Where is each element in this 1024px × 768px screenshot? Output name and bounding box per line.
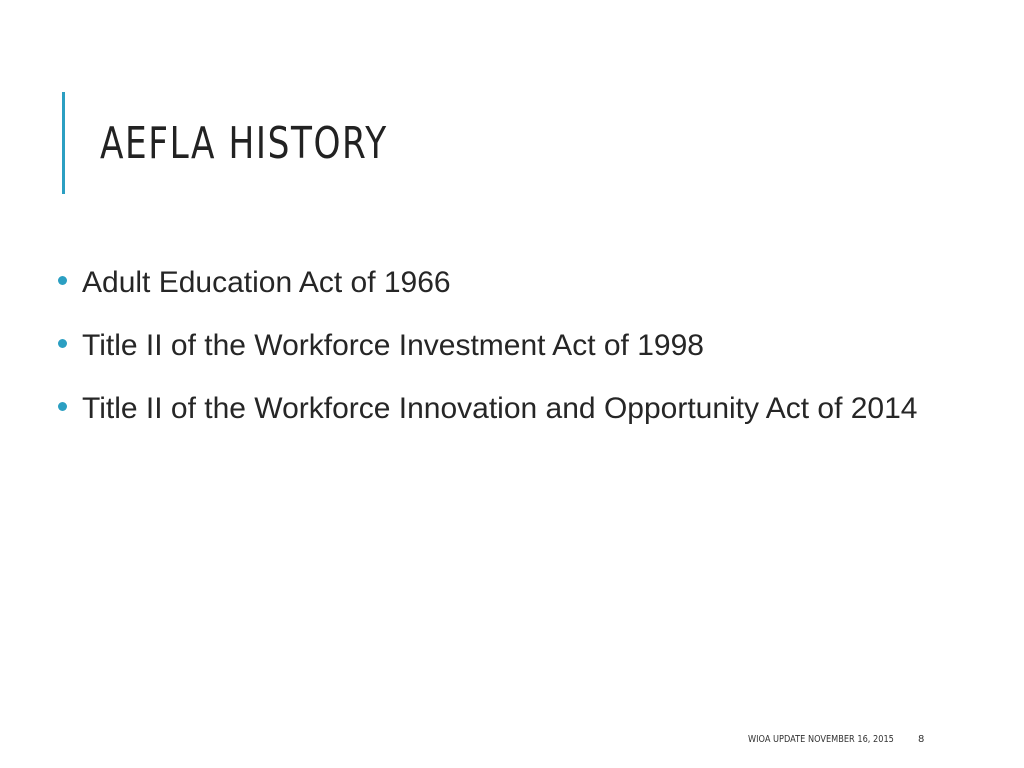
bullet-text: Title II of the Workforce Investment Act of 1998 (82, 329, 704, 362)
bullet-list (64, 262, 944, 451)
bullet-item (64, 388, 944, 429)
bullet-text: Title II of the Workforce Innovation and Opportunity Act of 2014 (82, 392, 918, 425)
footer-text: WIOA UPDATE NOVEMBER 16, 2015 (748, 734, 894, 745)
bullet-icon (58, 276, 67, 285)
bullet-item (64, 325, 944, 366)
slide-title: AEFLA HISTORY (100, 118, 388, 169)
bullet-text: Adult Education Act of 1966 (82, 266, 451, 299)
bullet-icon (58, 339, 67, 348)
page-number: 8 (918, 734, 925, 745)
title-accent-bar (62, 92, 65, 194)
bullet-icon (58, 402, 67, 411)
bullet-item (64, 262, 944, 303)
